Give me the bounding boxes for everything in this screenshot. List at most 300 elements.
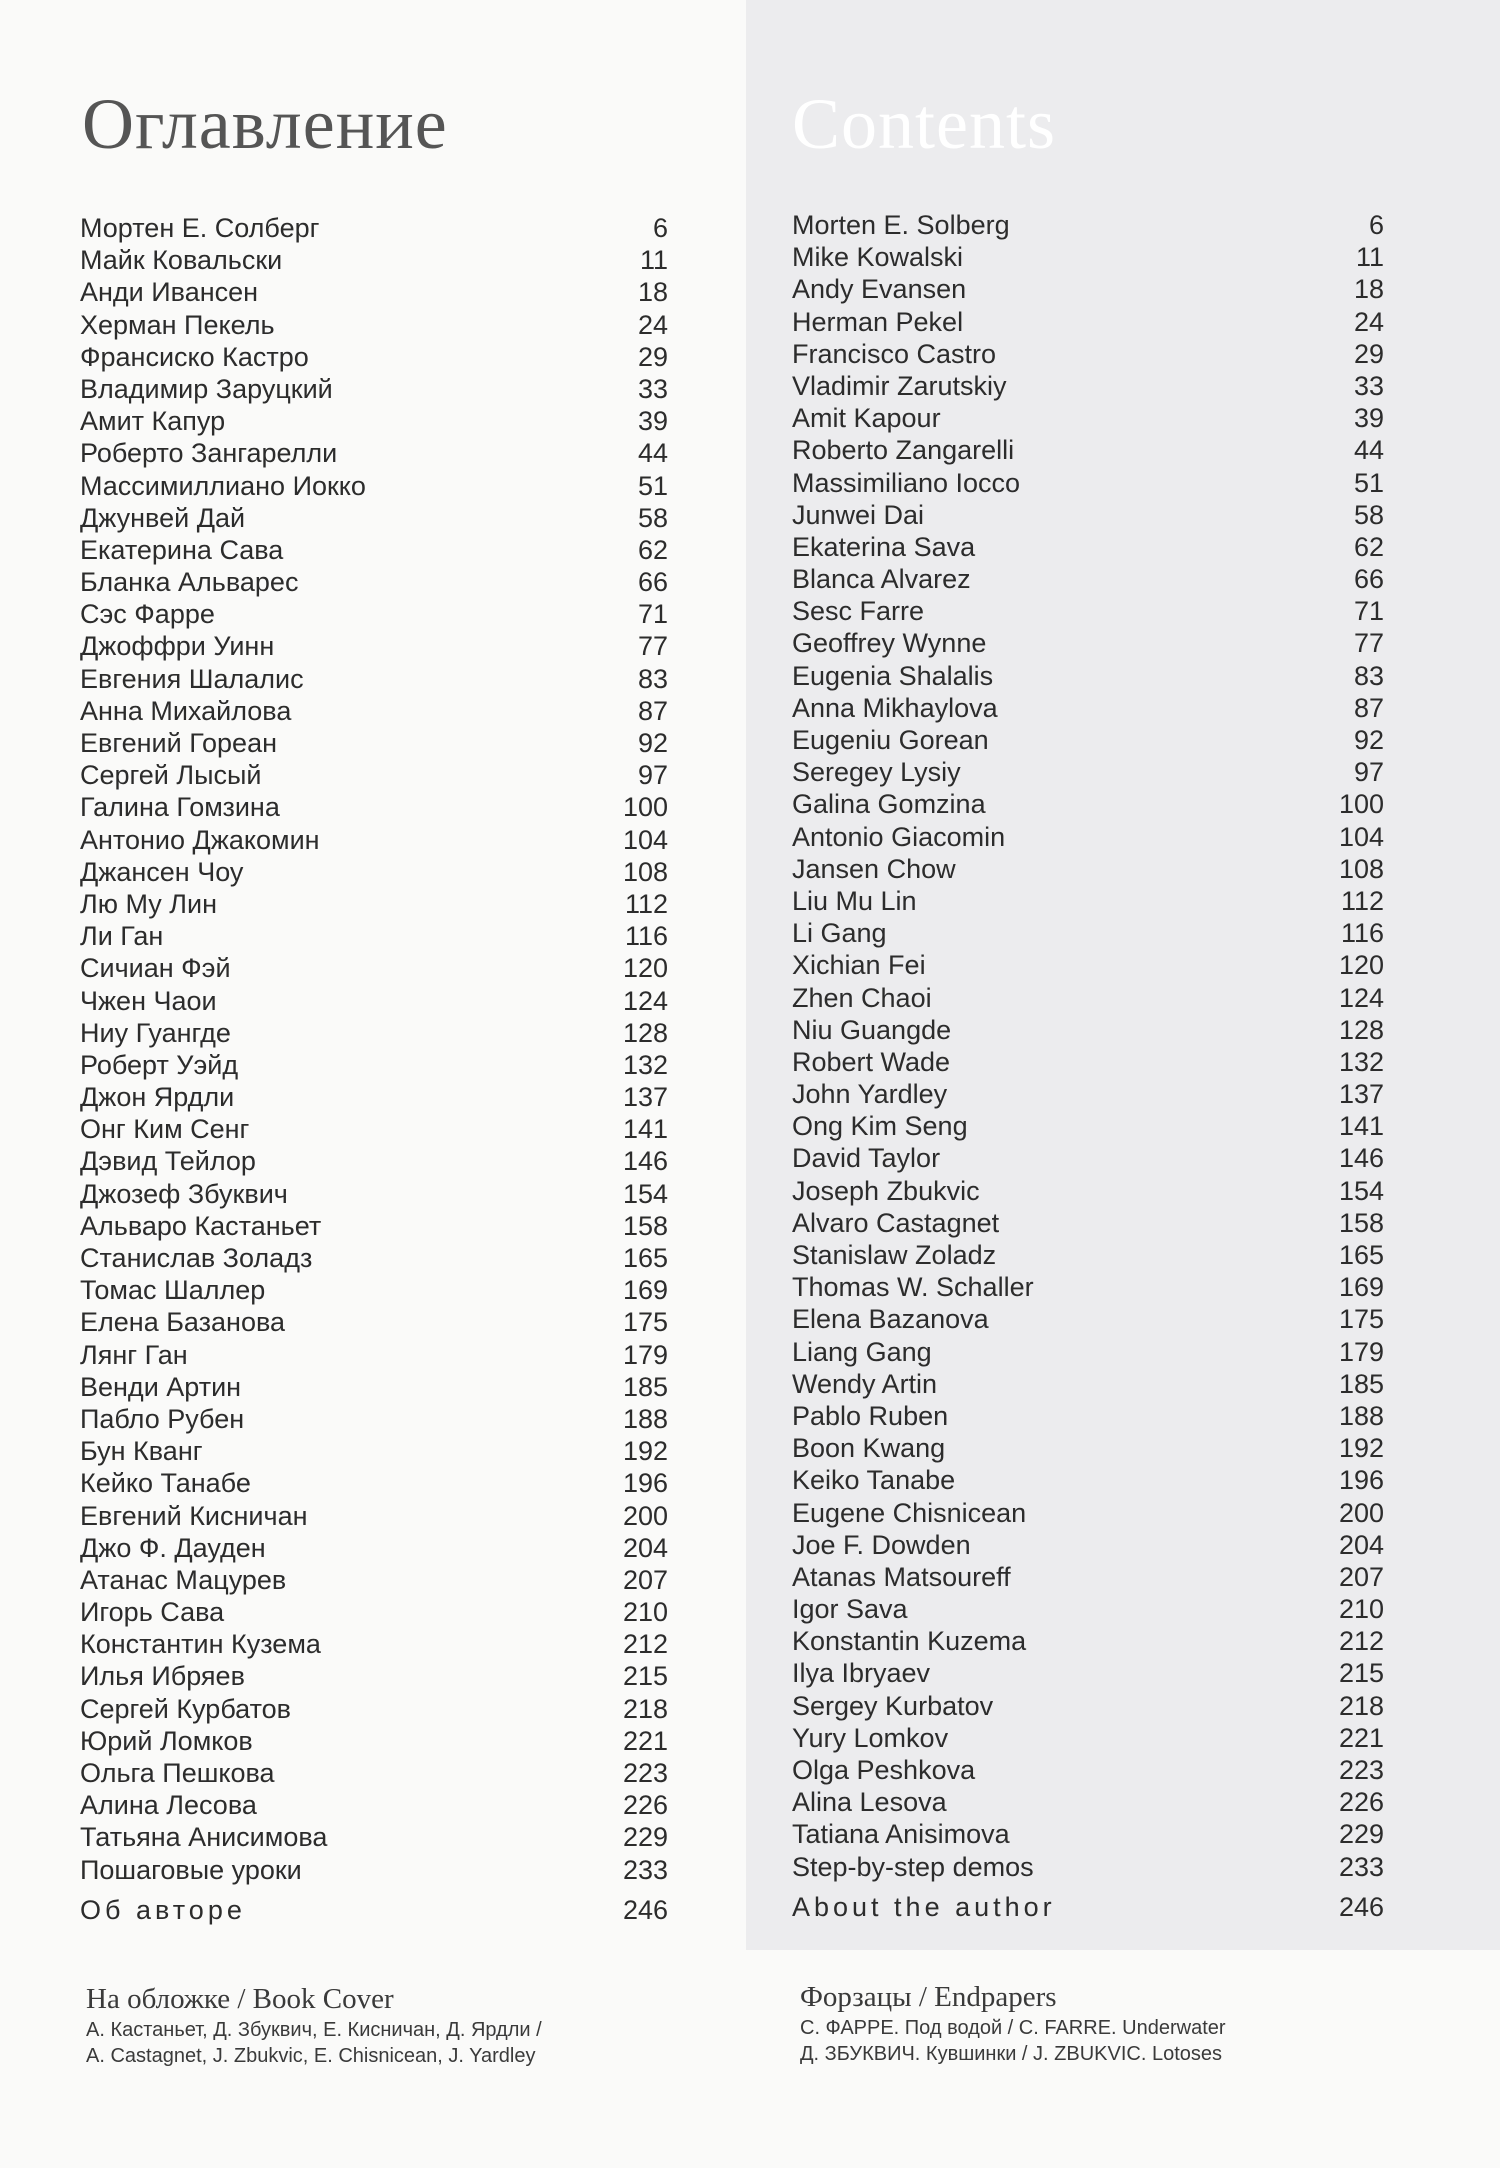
toc-entry-page-number: 104 [1338, 821, 1384, 852]
toc-entry-page-number: 18 [1353, 274, 1384, 305]
toc-entry-page-number: 188 [1338, 1400, 1384, 1431]
toc-entry-page-number: 39 [1353, 403, 1384, 434]
toc-entry-page-number: 83 [1353, 660, 1384, 691]
toc-entry-page-number: 62 [637, 534, 668, 565]
toc-entry-page-number: 215 [1338, 1658, 1384, 1689]
toc-entry-name: Юрий Ломков [80, 1725, 253, 1756]
toc-entry [80, 373, 668, 405]
toc-entry-name: Бланка Альварес [80, 567, 299, 598]
toc-entry [80, 502, 668, 534]
toc-entry [80, 1789, 668, 1821]
toc-entry-page-number: 229 [1338, 1819, 1384, 1850]
toc-entry [80, 727, 668, 759]
toc-entry-name: Ekaterina Sava [792, 531, 976, 562]
toc-entry [792, 1271, 1384, 1303]
toc-entry-page-number: 185 [622, 1371, 668, 1402]
toc-entry [792, 595, 1384, 627]
toc-entry [80, 1757, 668, 1789]
toc-entry-page-number: 92 [1353, 725, 1384, 755]
toc-entry [80, 1628, 668, 1660]
toc-entry [792, 1432, 1384, 1464]
toc-entry-page-number: 51 [1353, 467, 1384, 498]
toc-entry [80, 888, 668, 920]
endpapers-line: С. ФАРРЕ. Под водой / C. FARRE. Underwater [800, 2017, 1226, 2039]
toc-entry [792, 1851, 1384, 1883]
toc-entry-page-number: 120 [622, 953, 668, 984]
toc-entry [792, 1368, 1384, 1400]
toc-entry-name: Step-by-step demos [792, 1851, 1034, 1882]
toc-entry-name: Atanas Matsoureff [792, 1561, 1011, 1592]
toc-entry [80, 1435, 668, 1467]
toc-entry [80, 405, 668, 437]
toc-entry [80, 985, 668, 1017]
toc-entry-page-number: 66 [1353, 564, 1384, 595]
toc-entry-page-number: 11 [639, 245, 668, 276]
toc-entry [80, 1500, 668, 1532]
toc-entry [792, 209, 1384, 241]
toc-entry-page-number: 246 [1338, 1891, 1384, 1922]
toc-entry-name: David Taylor [792, 1143, 941, 1174]
toc-entry-name: Евгений Кисничан [80, 1500, 308, 1531]
toc-entry-page-number: 39 [637, 406, 668, 437]
toc-entry [792, 1497, 1384, 1529]
toc-entry-page-number: 154 [1338, 1175, 1384, 1206]
toc-entry-page-number: 6 [1368, 210, 1384, 240]
toc-entry-name: Alvaro Castagnet [792, 1207, 1000, 1238]
toc-entry [80, 1178, 668, 1210]
toc-entry-page-number: 141 [622, 1114, 668, 1145]
toc-entry-page-number: 104 [622, 824, 668, 855]
toc-entry [80, 470, 668, 502]
toc-entry-name: Роберто Зангарелли [80, 438, 338, 469]
toc-entry-page-number: 210 [622, 1597, 668, 1628]
toc-entry [792, 724, 1384, 756]
toc-entry-page-number: 146 [622, 1146, 668, 1177]
toc-entry-page-number: 29 [637, 341, 668, 372]
toc-entry-name: Francisco Castro [792, 338, 997, 369]
toc-entry-name: Stanislaw Zoladz [792, 1240, 997, 1270]
toc-entry [792, 241, 1384, 273]
toc-entry-name: Антонио Джакомин [80, 824, 320, 855]
toc-entry-name: Seregey Lysiy [792, 757, 961, 788]
toc-entry-name: Mike Kowalski [792, 242, 964, 273]
toc-entry [792, 273, 1384, 305]
toc-entry-page-number: 179 [1338, 1336, 1384, 1367]
toc-entry-name: Галина Гомзина [80, 792, 280, 823]
toc-entry-page-number: 169 [622, 1275, 668, 1306]
toc-entry [792, 1110, 1384, 1142]
toc-entry-name: Станислав Золадз [80, 1243, 313, 1273]
toc-entry-name: Джон Ярдли [80, 1082, 235, 1113]
toc-entry-page-number: 71 [637, 599, 668, 630]
toc-entry-page-number: 66 [637, 567, 668, 598]
toc-entry [792, 1818, 1384, 1850]
toc-entry-page-number: 116 [1340, 918, 1384, 949]
toc-entry-page-number: 146 [1338, 1143, 1384, 1174]
toc-entry [80, 1403, 668, 1435]
toc-entry [792, 434, 1384, 466]
toc-entry [80, 663, 668, 695]
toc-entry-name: Joseph Zbukvic [792, 1175, 980, 1206]
toc-entry-page-number: 87 [637, 695, 668, 726]
toc-entry-page-number: 154 [622, 1178, 668, 1209]
toc-entry-name: Сичиан Фэй [80, 953, 231, 984]
book-cover-line: A. Castagnet, J. Zbukvic, E. Chisnicean, J. Yardley [86, 2045, 536, 2067]
toc-entry-page-number: 223 [622, 1758, 668, 1788]
toc-entry [80, 920, 668, 952]
toc-entry-page-number: 24 [1353, 306, 1384, 337]
toc-entry-name: Boon Kwang [792, 1433, 946, 1464]
toc-entry-page-number: 221 [622, 1725, 668, 1756]
toc-entry-page-number: 24 [637, 309, 668, 340]
toc-entry-page-number: 158 [1338, 1207, 1384, 1238]
toc-entry-page-number: 33 [1353, 370, 1384, 401]
toc-entry-name: Ольга Пешкова [80, 1758, 275, 1788]
toc-entry-name: Andy Evansen [792, 274, 967, 305]
toc-entry-name: Tatiana Anisimova [792, 1819, 1010, 1850]
toc-entry [792, 1464, 1384, 1496]
toc-entry-name: Евгений Гореан [80, 728, 277, 758]
toc-entry [80, 1854, 668, 1886]
toc-entry [792, 1207, 1384, 1239]
toc-entry [80, 1339, 668, 1371]
toc-entry-page-number: 51 [637, 470, 668, 501]
endpapers-credit [800, 1979, 1226, 2067]
toc-entry [792, 692, 1384, 724]
toc-entry-page-number: 58 [1353, 499, 1384, 530]
toc-entry-name: Лю Му Лин [80, 888, 217, 919]
toc-entry [80, 1467, 668, 1499]
endpapers-title: Форзацы / Endpapers [800, 1981, 1057, 2013]
toc-entry-page-number: 212 [1338, 1626, 1384, 1657]
toc-entry [80, 534, 668, 566]
toc-entry-page-number: 165 [1338, 1240, 1384, 1270]
toc-entry-page-number: 83 [637, 663, 668, 694]
toc-entry-name: Джо Ф. Дауден [80, 1532, 266, 1563]
toc-entry-name: Херман Пекель [80, 309, 275, 340]
toc-entry [792, 1078, 1384, 1110]
toc-entry [80, 566, 668, 598]
toc-entry-page-number: 204 [622, 1532, 668, 1563]
toc-entry-page-number: 226 [1338, 1787, 1384, 1818]
toc-entry-page-number: 192 [622, 1436, 668, 1467]
toc-entry-page-number: 215 [622, 1661, 668, 1692]
toc-entry [792, 1625, 1384, 1657]
toc-entry [792, 1014, 1384, 1046]
toc-entry [792, 917, 1384, 949]
toc-entry-name: Eugene Chisnicean [792, 1497, 1027, 1528]
toc-entry-page-number: 108 [622, 856, 668, 887]
toc-entry [80, 824, 668, 856]
toc-entry-page-number: 207 [1338, 1561, 1384, 1592]
toc-entry-page-number: 137 [622, 1082, 668, 1113]
toc-entry [80, 1371, 668, 1403]
toc-entry [80, 276, 668, 308]
toc-entry-page-number: 100 [622, 792, 668, 823]
toc-entry [792, 402, 1384, 434]
toc-entry-name: About the author [792, 1891, 1056, 1922]
toc-entry-name: Blanca Alvarez [792, 564, 971, 595]
toc-entry-name: Джоффри Уинн [80, 631, 275, 662]
toc-entry-name: Бун Кванг [80, 1436, 203, 1467]
toc-entry-name: Владимир Заруцкий [80, 373, 333, 404]
toc-entry-name: Igor Sava [792, 1594, 908, 1625]
toc-entry-name: Pablo Ruben [792, 1400, 949, 1431]
toc-entry [792, 853, 1384, 885]
toc-entry-page-number: 221 [1338, 1722, 1384, 1753]
toc-entry [792, 1400, 1384, 1432]
toc-entry [792, 370, 1384, 402]
toc-entry-name: Yury Lomkov [792, 1722, 949, 1753]
toc-entry [792, 467, 1384, 499]
toc-entry-page-number: 77 [637, 631, 668, 662]
toc-entry [80, 1596, 668, 1628]
toc-entry-name: Ли Ган [80, 921, 164, 952]
toc-entry-name: Eugeniu Gorean [792, 725, 989, 755]
toc-entry-page-number: 226 [622, 1790, 668, 1821]
toc-entry [792, 1754, 1384, 1786]
toc-entry-page-number: 112 [1340, 885, 1384, 916]
toc-entry-name: Morten E. Solberg [792, 210, 1010, 240]
toc-entry [80, 212, 668, 244]
toc-entry-name: Geoffrey Wynne [792, 628, 987, 659]
toc-entry [792, 1303, 1384, 1335]
toc-entry-name: Antonio Giacomin [792, 821, 1006, 852]
toc-entry-name: Татьяна Анисимова [80, 1822, 328, 1853]
toc-entry [80, 630, 668, 662]
toc-entry [792, 1175, 1384, 1207]
toc-entry-name: Konstantin Kuzema [792, 1626, 1027, 1657]
book-cover-line: А. Кастаньет, Д. Збуквич, Е. Кисничан, Д. Ярдли / [86, 2019, 542, 2041]
toc-entry-page-number: 200 [1338, 1497, 1384, 1528]
toc-entry [80, 1532, 668, 1564]
toc-entry [80, 1564, 668, 1596]
toc-entry [80, 791, 668, 823]
toc-entry-page-number: 233 [622, 1854, 668, 1885]
toc-entry-name: Joe F. Dowden [792, 1529, 971, 1560]
toc-entry-name: Константин Кузема [80, 1629, 321, 1660]
toc-entry-name: Анди Ивансен [80, 277, 259, 308]
toc-entry-page-number: 169 [1338, 1272, 1384, 1303]
toc-entry-name: Herman Pekel [792, 306, 964, 337]
toc-entry-name: Junwei Dai [792, 499, 925, 530]
toc-entry-name: Jansen Chow [792, 853, 956, 884]
toc-entry-page-number: 128 [1338, 1014, 1384, 1045]
toc-entry [792, 1142, 1384, 1174]
toc-entry-page-number: 124 [1338, 982, 1384, 1013]
toc-entry-page-number: 200 [622, 1500, 668, 1531]
toc-entry-name: Roberto Zangarelli [792, 435, 1015, 466]
toc-entry-name: Елена Базанова [80, 1307, 286, 1338]
toc-entry [792, 1239, 1384, 1271]
toc-entry [80, 1242, 668, 1274]
toc-entry-name: Сэс Фарре [80, 599, 215, 630]
toc-entry-name: Anna Mikhaylova [792, 692, 998, 723]
toc-entry [80, 1081, 668, 1113]
toc-entry-page-number: 223 [1338, 1755, 1384, 1785]
book-cover-credit [86, 1981, 542, 2069]
toc-entry-name: Кейко Танабе [80, 1468, 251, 1499]
toc-entry-name: Xichian Fei [792, 950, 926, 981]
toc-entry-name: Liang Gang [792, 1336, 932, 1367]
toc-entry-name: John Yardley [792, 1079, 948, 1110]
toc-entry-name: Galina Gomzina [792, 789, 986, 820]
toc-entry-name: Zhen Chaoi [792, 982, 932, 1013]
toc-entry-page-number: 100 [1338, 789, 1384, 820]
toc-entry-name: Франсиско Кастро [80, 341, 309, 372]
toc-entry [792, 338, 1384, 370]
toc-entry [80, 1049, 668, 1081]
page-title-ru: Оглавление [82, 84, 448, 164]
toc-entry [792, 660, 1384, 692]
toc-entry-name: Евгения Шалалис [80, 663, 304, 694]
toc-entry-page-number: 233 [1338, 1851, 1384, 1882]
toc-entry-page-number: 132 [622, 1049, 668, 1080]
toc-entry-page-number: 33 [637, 373, 668, 404]
toc-entry-page-number: 175 [1338, 1304, 1384, 1335]
toc-entry-page-number: 218 [1338, 1690, 1384, 1721]
toc-entry [80, 1660, 668, 1692]
toc-entry-name: Дэвид Тейлор [80, 1146, 256, 1177]
toc-entry-name: Robert Wade [792, 1046, 951, 1077]
toc-entry-page-number: 112 [624, 888, 668, 919]
toc-entry-name: Онг Ким Сенг [80, 1114, 250, 1145]
toc-entry [792, 1529, 1384, 1561]
toc-entry-name: Анна Михайлова [80, 695, 292, 726]
toc-entry [80, 1113, 668, 1145]
toc-entry-name: Альваро Кастаньет [80, 1210, 322, 1241]
toc-entry-page-number: 179 [622, 1339, 668, 1370]
toc-entry-page-number: 29 [1353, 338, 1384, 369]
toc-entry [80, 437, 668, 469]
toc-entry-page-number: 204 [1338, 1529, 1384, 1560]
toc-entry-name: Атанас Мацурев [80, 1564, 287, 1595]
toc-entry-name: Джунвей Дай [80, 502, 246, 533]
toc-entry-page-number: 207 [622, 1564, 668, 1595]
toc-entry-page-number: 77 [1353, 628, 1384, 659]
toc-entry-name: Майк Ковальски [80, 245, 283, 276]
toc-entry-name: Liu Mu Lin [792, 885, 917, 916]
toc-entry-name: Лянг Ган [80, 1339, 188, 1370]
toc-entry-page-number: 71 [1353, 596, 1384, 627]
toc-entry [80, 1306, 668, 1338]
toc-entry [792, 1690, 1384, 1722]
toc-entry [80, 244, 668, 276]
toc-entry-name: Джансен Чоу [80, 856, 244, 887]
toc-entry-name: Екатерина Сава [80, 534, 284, 565]
toc-entry-page-number: 132 [1338, 1046, 1384, 1077]
toc-entry-name: Массимиллиано Иокко [80, 470, 366, 501]
toc-entry-name: Алина Лесова [80, 1790, 257, 1821]
toc-entry-name: Сергей Лысый [80, 760, 262, 791]
toc-entry-page-number: 165 [622, 1243, 668, 1273]
toc-entry-page-number: 158 [622, 1210, 668, 1241]
toc-entry [80, 952, 668, 984]
toc-entry [792, 531, 1384, 563]
toc-entry [792, 1046, 1384, 1078]
toc-entry-name: Амит Капур [80, 406, 226, 437]
toc-entry-page-number: 6 [652, 213, 668, 243]
toc-entry-name: Niu Guangde [792, 1014, 952, 1045]
toc-entry-name: Sergey Kurbatov [792, 1690, 994, 1721]
toc-entry-name: Игорь Сава [80, 1597, 225, 1628]
toc-entry-page-number: 58 [637, 502, 668, 533]
toc-entry [792, 1561, 1384, 1593]
toc-entry-name: Li Gang [792, 918, 887, 949]
toc-entry-name: Alina Lesova [792, 1787, 947, 1818]
toc-entry-about-author [792, 1891, 1384, 1923]
toc-entry-page-number: 92 [637, 728, 668, 758]
toc-entry-page-number: 11 [1355, 242, 1384, 273]
toc-entry-name: Eugenia Shalalis [792, 660, 994, 691]
toc-entry-name: Томас Шаллер [80, 1275, 266, 1306]
toc-entry-page-number: 218 [622, 1693, 668, 1724]
toc-entry [80, 341, 668, 373]
toc-entry-name: Wendy Artin [792, 1368, 938, 1399]
toc-entry-page-number: 97 [1353, 757, 1384, 788]
toc-entry [80, 1693, 668, 1725]
toc-entry-name: Vladimir Zarutskiy [792, 370, 1007, 401]
toc-entry-name: Роберт Уэйд [80, 1049, 239, 1080]
toc-entry-name: Об авторе [80, 1894, 246, 1925]
toc-entry-page-number: 18 [637, 277, 668, 308]
toc-entry-page-number: 124 [622, 985, 668, 1016]
toc-entry-page-number: 44 [1353, 435, 1384, 466]
toc-entry-page-number: 87 [1353, 692, 1384, 723]
toc-entry [80, 1725, 668, 1757]
toc-entry-page-number: 175 [622, 1307, 668, 1338]
toc-entry [792, 1786, 1384, 1818]
toc-entry-name: Ilya Ibryaev [792, 1658, 931, 1689]
toc-entry [80, 1274, 668, 1306]
toc-entry-name: Илья Ибряев [80, 1661, 245, 1692]
toc-entry [80, 598, 668, 630]
toc-entry-name: Сергей Курбатов [80, 1693, 292, 1724]
toc-entry-name: Sesc Farre [792, 596, 925, 627]
toc-entry-name: Мортен Е. Солберг [80, 213, 320, 243]
toc-entry-page-number: 44 [637, 438, 668, 469]
toc-entry-page-number: 188 [622, 1403, 668, 1434]
toc-entry-name: Пабло Рубен [80, 1403, 245, 1434]
toc-entry [792, 306, 1384, 338]
toc-entry-name: Olga Peshkova [792, 1755, 976, 1785]
toc-entry-page-number: 246 [622, 1894, 668, 1925]
toc-entry [792, 1657, 1384, 1689]
toc-entry-page-number: 192 [1338, 1433, 1384, 1464]
toc-entry [792, 563, 1384, 595]
toc-entry [792, 756, 1384, 788]
toc-entry [792, 821, 1384, 853]
endpapers-line: Д. ЗБУКВИЧ. Кувшинки / J. ZBUKVIC. Lotoses [800, 2043, 1223, 2065]
toc-entry-page-number: 128 [622, 1017, 668, 1048]
toc-entry [80, 1210, 668, 1242]
toc-entry [792, 885, 1384, 917]
toc-entry [792, 949, 1384, 981]
toc-entry [792, 788, 1384, 820]
toc-entry [80, 759, 668, 791]
toc-entry-page-number: 210 [1338, 1594, 1384, 1625]
toc-entry-page-number: 97 [637, 760, 668, 791]
toc-entry-page-number: 196 [1338, 1465, 1384, 1496]
toc-entry-name: Amit Kapour [792, 403, 941, 434]
toc-entry-name: Чжен Чаои [80, 985, 217, 1016]
toc-entry-page-number: 108 [1338, 853, 1384, 884]
toc-entry-about-author [80, 1894, 668, 1926]
toc-entry-page-number: 120 [1338, 950, 1384, 981]
toc-entry-name: Keiko Tanabe [792, 1465, 956, 1496]
toc-entry-page-number: 212 [622, 1629, 668, 1660]
toc-entry-name: Венди Артин [80, 1371, 242, 1402]
